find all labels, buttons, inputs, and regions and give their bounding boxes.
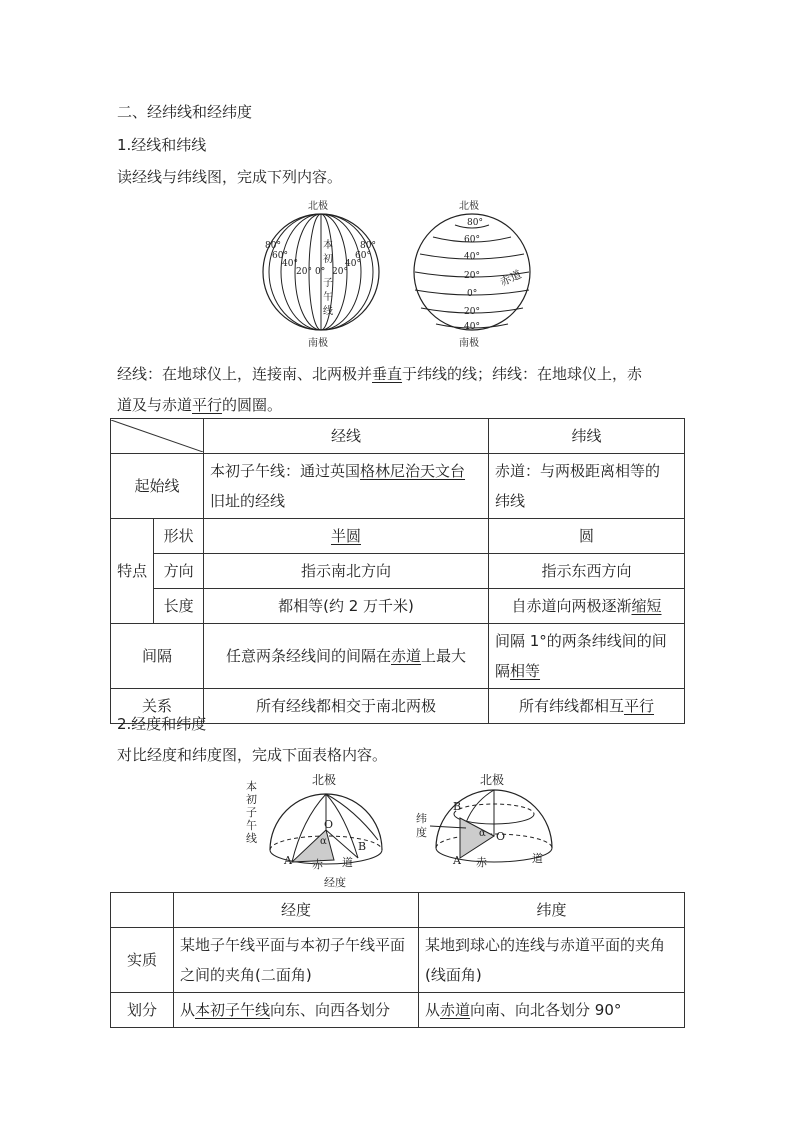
svg-text:40°: 40° [464, 322, 480, 332]
svg-text:赤: 赤 [312, 858, 323, 871]
row-label-substance: 实质 [111, 928, 174, 993]
svg-text:O: O [496, 830, 506, 843]
division-longitude-cell: 从本初子午线向东、向西各划分 [174, 993, 419, 1028]
svg-text:0°: 0° [467, 289, 478, 299]
svg-text:80°: 80° [360, 241, 376, 251]
svg-text:子: 子 [323, 278, 333, 289]
header-parallel: 纬线 [489, 419, 685, 454]
svg-text:度: 度 [416, 826, 427, 839]
relation-parallel-cell: 所有纬线都相互平行 [489, 689, 685, 724]
row-label-length: 长度 [154, 589, 204, 624]
interval-parallel-cell: 间隔 1°的两条纬线间的间 隔相等 [489, 624, 685, 689]
svg-text:B: B [358, 840, 367, 853]
row-label-direction: 方向 [154, 554, 204, 589]
svg-text:北极: 北极 [480, 773, 505, 787]
row-label-interval: 间隔 [111, 624, 204, 689]
direction-meridian-cell: 指示南北方向 [204, 554, 489, 589]
svg-text:本: 本 [323, 240, 333, 251]
svg-text:午: 午 [246, 819, 257, 832]
meridian-parallel-table [110, 418, 685, 724]
south-pole-label: 南极 [308, 338, 328, 348]
svg-text:道: 道 [342, 856, 353, 869]
svg-text:80°: 80° [265, 241, 281, 251]
svg-text:道: 道 [532, 852, 543, 865]
row-label-feature: 特点 [111, 519, 154, 624]
svg-text:20°: 20° [464, 271, 480, 281]
definition-line-1: 经线：在地球仪上，连接南、北两极并垂直于纬线的线；纬线：在地球仪上，赤 [117, 365, 643, 383]
svg-text:初: 初 [323, 254, 333, 265]
header-longitude: 经度 [174, 893, 419, 928]
substance-latitude-cell: 某地到球心的连线与赤道平面的夹角(线面角) [419, 928, 685, 993]
interval-meridian-cell: 任意两条经线间的间隔在赤道上最大 [204, 624, 489, 689]
svg-text:赤: 赤 [476, 856, 487, 869]
intro-text-2: 对比经度和纬度图，完成下面表格内容。 [117, 746, 388, 764]
shape-parallel-cell: 圆 [489, 519, 685, 554]
svg-text:20°: 20° [464, 307, 480, 317]
svg-text:初: 初 [246, 793, 257, 806]
row-label-relation: 关系 [111, 689, 204, 724]
svg-text:80°: 80° [467, 218, 483, 228]
svg-text:线: 线 [323, 306, 333, 317]
svg-text:本: 本 [246, 780, 257, 793]
svg-text:20°: 20° [332, 267, 348, 277]
relation-meridian-cell: 所有经线都相交于南北两极 [204, 689, 489, 724]
length-parallel-cell: 自赤道向两极逐渐缩短 [489, 589, 685, 624]
parallel-globe [414, 199, 530, 348]
start-meridian-cell: 本初子午线：通过英国格林尼治天文台 旧址的经线 [204, 454, 489, 519]
subsection-title-1: 1.经线和纬线 [117, 136, 207, 154]
svg-text:60°: 60° [355, 251, 371, 261]
north-pole-label: 北极 [308, 201, 328, 212]
svg-text:北极: 北极 [312, 773, 337, 787]
hemisphere-figure [240, 770, 570, 892]
svg-text:经度: 经度 [324, 876, 346, 889]
svg-text:40°: 40° [345, 259, 361, 269]
header-latitude: 纬度 [419, 893, 685, 928]
section-heading: 二、经纬线和经纬度 [117, 103, 253, 121]
svg-text:B: B [453, 800, 462, 813]
diagonal-header-cell [111, 419, 204, 454]
globe-figure [250, 196, 550, 348]
svg-text:60°: 60° [464, 235, 480, 245]
latitude-hemisphere [416, 772, 552, 869]
subsection-title-2: 2.经度和纬度 [117, 715, 207, 733]
header-meridian: 经线 [204, 419, 489, 454]
row-label-shape: 形状 [154, 519, 204, 554]
svg-text:60°: 60° [272, 251, 288, 261]
svg-text:A: A [453, 854, 461, 867]
meridian-globe [263, 199, 379, 348]
direction-parallel-cell: 指示东西方向 [489, 554, 685, 589]
row-label-start: 起始线 [111, 454, 204, 519]
equator-label: 赤道 [498, 267, 524, 289]
svg-text:40°: 40° [282, 259, 298, 269]
start-parallel-cell: 赤道：与两极距离相等的 纬线 [489, 454, 685, 519]
substance-longitude-cell: 某地子午线平面与本初子午线平面之间的夹角(二面角) [174, 928, 419, 993]
svg-text:0°: 0° [315, 267, 326, 277]
intro-text-1: 读经线与纬线图，完成下列内容。 [117, 168, 343, 186]
north-pole-label-2: 北极 [459, 201, 479, 212]
blank-header-cell [111, 893, 174, 928]
length-meridian-cell: 都相等(约 2 万千米) [204, 589, 489, 624]
svg-text:O: O [324, 818, 334, 831]
svg-text:α: α [320, 836, 327, 847]
division-latitude-cell: 从赤道向南、向北各划分 90° [419, 993, 685, 1028]
svg-text:A: A [284, 854, 292, 867]
svg-text:纬: 纬 [416, 812, 427, 825]
longitude-hemisphere [246, 772, 382, 889]
svg-text:午: 午 [323, 292, 333, 303]
svg-text:40°: 40° [464, 252, 480, 262]
definition-line-2: 道及与赤道平行的圆圈。 [117, 396, 283, 414]
svg-text:子: 子 [246, 806, 257, 819]
svg-text:α: α [479, 828, 486, 839]
svg-text:20°: 20° [296, 267, 312, 277]
shape-meridian-cell: 半圆 [204, 519, 489, 554]
row-label-division: 划分 [111, 993, 174, 1028]
svg-text:线: 线 [246, 832, 257, 845]
south-pole-label-2: 南极 [459, 338, 479, 348]
longitude-latitude-table [110, 892, 685, 1028]
